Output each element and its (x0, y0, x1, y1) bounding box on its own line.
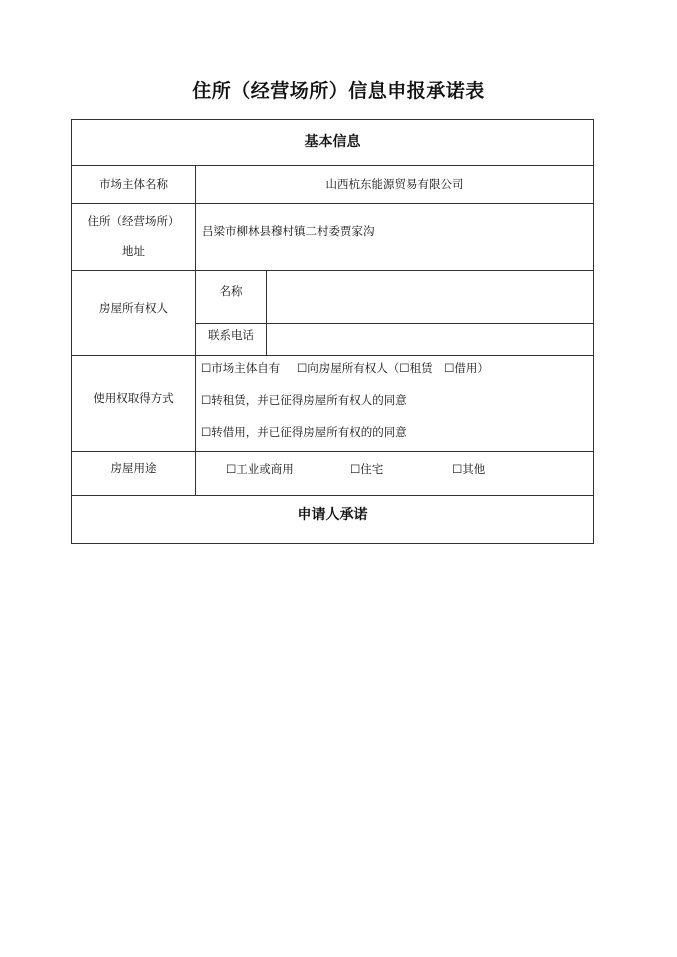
section-applicant-pledge: 申请人承诺 (297, 506, 368, 523)
owner-name-value (267, 271, 593, 323)
entity-name-label: 市场主体名称 (99, 176, 168, 191)
option-commercial[interactable]: ☐工业或商用 (226, 462, 294, 476)
owner-phone-label: 联系电话 (208, 328, 254, 343)
option-self-owned[interactable]: ☐市场主体自有 (201, 361, 281, 375)
option-subloan[interactable]: ☐转借用，并已征得房屋所有权的的同意 (201, 425, 407, 439)
address-label-line1: 住所（经营场所） (87, 214, 180, 229)
owner-label: 房屋所有权人 (99, 301, 168, 316)
option-other[interactable]: ☐其他 (452, 462, 486, 476)
address-value: 吕梁市柳林县穆村镇二村委贾家沟 (202, 224, 375, 239)
address-label-line2: 地址 (122, 244, 145, 258)
table-border-bottom (71, 543, 594, 544)
option-residential[interactable]: ☐住宅 (350, 462, 384, 476)
page-title: 住所（经营场所）信息申报承诺表 (192, 80, 485, 102)
owner-phone-value (267, 324, 593, 355)
house-use-label: 房屋用途 (110, 461, 157, 476)
address-label (72, 204, 195, 270)
table-border-right (593, 119, 594, 544)
option-sublease[interactable]: ☐转租赁，并已征得房屋所有权人的同意 (201, 393, 407, 407)
section-basic-info: 基本信息 (304, 134, 361, 151)
option-from-owner[interactable]: ☐向房屋所有权人（☐租赁 ☐借用） (297, 361, 489, 375)
owner-name-label: 名称 (219, 284, 243, 299)
usage-method-label: 使用权取得方式 (93, 391, 174, 406)
entity-name-value: 山西杭东能源贸易有限公司 (325, 176, 464, 191)
